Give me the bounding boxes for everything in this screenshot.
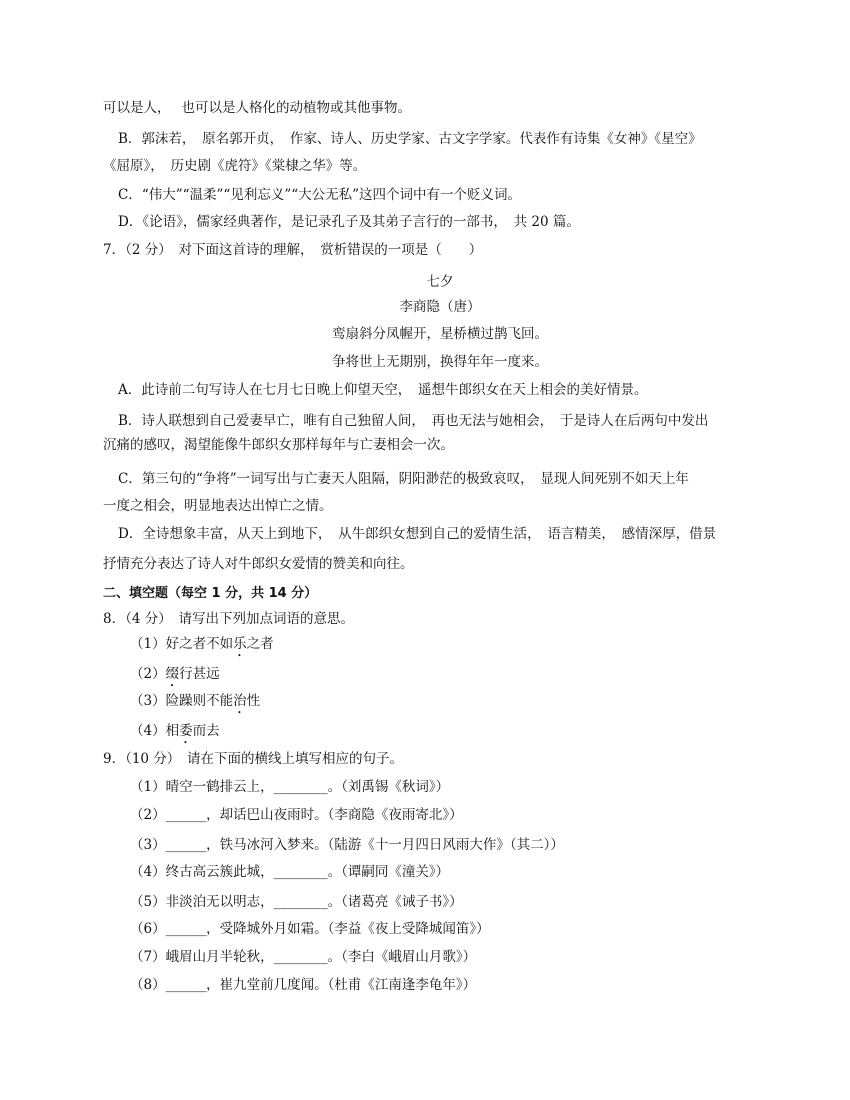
q9-item: （3）______，铁马冰河入梦来。（陆游《十一月四日风雨大作》（其二）） [130,837,564,853]
q7-option-b-continuation: 沉痛的感叹，渴望能像牛郎织女那样每年与亡妻相会一次。 [103,437,454,453]
q6-option-b: B．郭沫若， 原名郭开贞， 作家、诗人、历史学家、古文字学家。代表作有诗集《女神》《星空》 [118,131,702,147]
q9-item: （6）______，受降城外月如霜。（李益《夜上受降城闻笛》） [130,921,490,937]
q9-item: （8）______，崔九堂前几度闻。（杜甫《江南逢李龟年》） [130,977,477,993]
dotted-word: 缀 [165,666,180,682]
q8-item-text: （2） [130,666,166,682]
q8-item-text: （4）相 [130,723,180,739]
q7-option-c: C．第三句的“争将”一词写出与亡妻天人阻隔，阴阳渺茫的极致哀叹， 显现人间死别不如天上年 [118,471,689,487]
q7-option-b: B．诗人联想到自己爱妻早亡，唯有自己独留人间， 再也无法与她相会， 于是诗人在后两句中发出 [118,413,709,429]
q8-item [130,665,220,690]
q6-option-d: D．《论语》，儒家经典著作，是记录孔子及其弟子言行的一部书， 共 20 篇。 [118,214,580,230]
q6-option-c: C．“伟大”“温柔”“见利忘义”“大公无私”这四个词中有一个贬义词。 [118,187,522,203]
q6-option-b-continuation: 《屈原》， 历史剧《虎符》《棠棣之华》等。 [103,158,367,174]
q8-item-text: 行甚远 [179,666,220,682]
dotted-word: 委 [179,723,193,739]
q8-item-text: 之者 [246,636,274,652]
q7-stem: 7．（2 分） 对下面这首诗的理解， 赏析错误的一项是（ ） [103,242,483,258]
poem-line-2: 争将世上无期别，换得年年一度来。 [332,354,548,370]
q7-option-d-continuation: 抒情充分表达了诗人对牛郎织女爱情的赞美和向往。 [103,556,414,572]
dotted-word: 乐 [233,636,247,652]
q9-item: （2）______，却话巴山夜雨时。（李商隐《夜雨寄北》） [130,807,463,823]
dotted-word: 治 [233,693,247,709]
poem-title: 七夕 [426,274,454,290]
q7-option-c-continuation: 一度之相会，明显地表达出悼亡之情。 [103,498,333,514]
q9-item: （7）峨眉山月半轮秋，________。（李白《峨眉山月歌》） [130,949,477,965]
q7-option-a: A．此诗前二句写诗人在七月七日晚上仰望天空， 遥想牛郎织女在天上相会的美好情景。 [118,382,648,398]
q8-item-text: （1）好之者不如 [130,636,234,652]
q8-item [130,722,220,747]
poem-author: 李商隐（唐） [399,299,481,315]
q9-item: （1）晴空一鹤排云上，________。（刘禹锡《秋词》） [130,779,450,795]
q8-item [130,692,260,717]
q9-item: （5）非淡泊无以明志，________。（诸葛亮《诫子书》） [130,894,463,910]
q8-item [130,635,274,660]
q9-item: （4）终古高云簇此城，________。（谭嗣同《潼关》） [130,864,450,880]
q6-option-a-continuation: 可以是人， 也可以是人格化的动植物或其他事物。 [103,100,412,116]
section-heading: 二、填空题（每空 1 分，共 14 分） [103,586,318,601]
poem-line-1: 鸾扇斜分凤幄开，星桥横过鹊飞回。 [332,326,548,342]
q8-item-text: （3）险躁则不能 [130,693,234,709]
q9-stem: 9．（10 分） 请在下面的横线上填写相应的句子。 [103,751,404,767]
q8-stem: 8．（4 分） 请写出下列加点词语的意思。 [103,611,354,627]
q7-option-d: D．全诗想象丰富，从天上到地下， 从牛郎织女想到自己的爱情生活， 语言精美， 感情深厚，借景 [118,526,717,542]
q8-item-text: 而去 [192,723,220,739]
q8-item-text: 性 [246,693,261,709]
